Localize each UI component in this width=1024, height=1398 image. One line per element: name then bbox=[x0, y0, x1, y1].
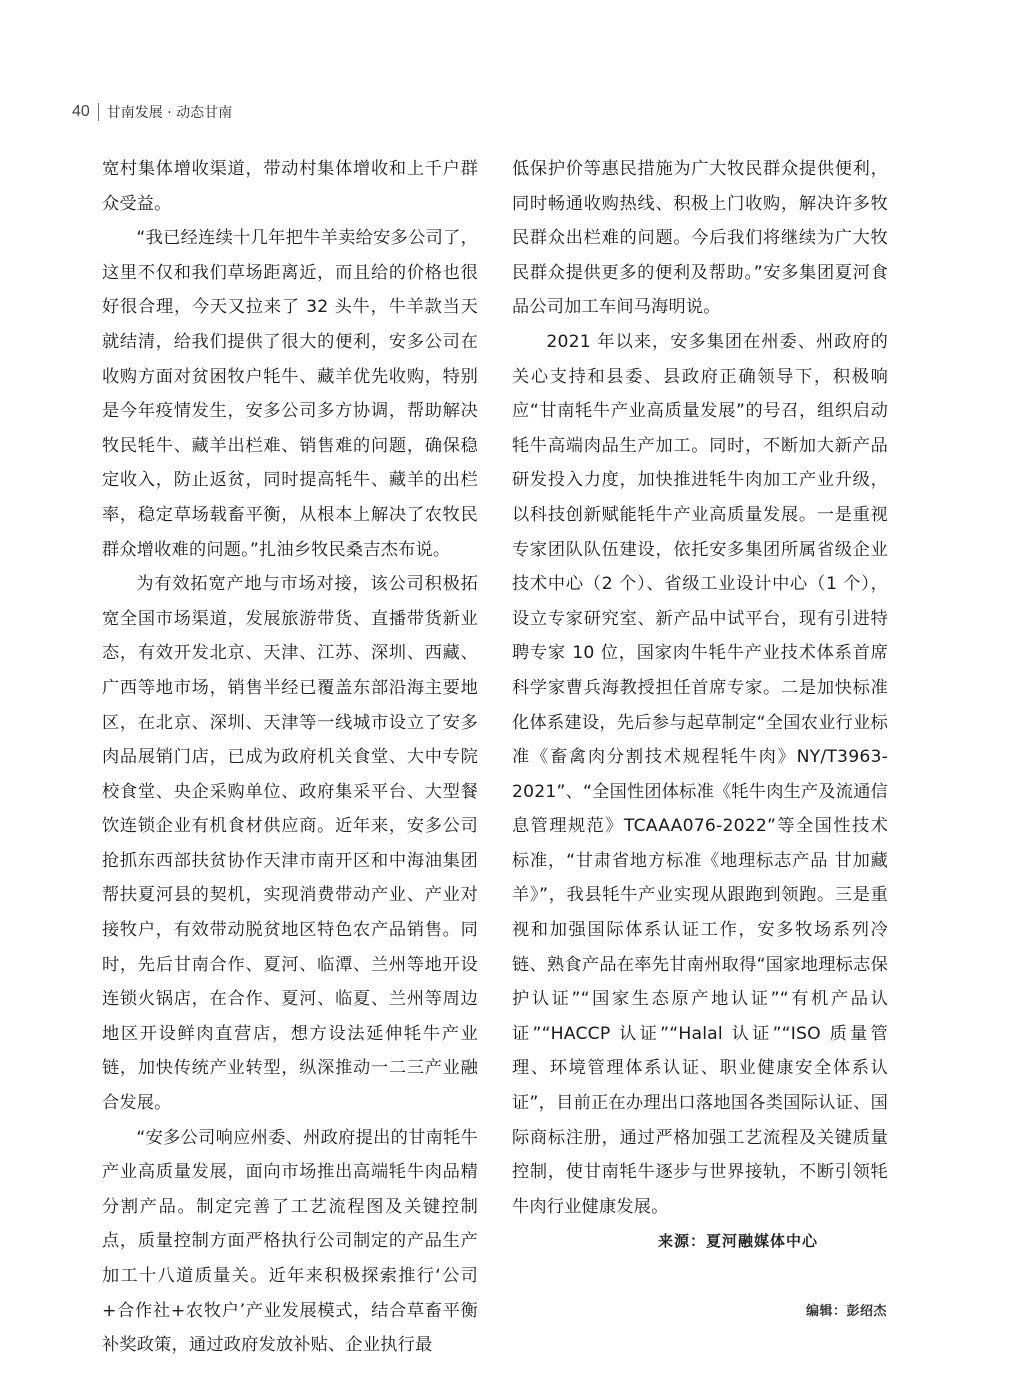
paragraph: “安多公司响应州委、州政府提出的甘南牦牛产业高质量发展，面向市场推出高端牦牛肉品精分割产品。制定完善了工艺流程图及关键控制点，质量控制方面严格执行公司制定的产品生产加工十八道质量关。近年来积极探索推行‘公司+合作社+农牧户’产业发展模式，结合草畜平衡补奖政策，通过政府发放补贴、企业执行最 bbox=[102, 1127, 478, 1356]
paragraph: 低保护价等惠民措施为广大牧民群众提供便利，同时畅通收购热线、积极上门收购，解决许多牧民群众出栏难的问题。今后我们将继续为广大牧民群众提供更多的便利及帮助。”安多集团夏河食品公司加工车间马海明说。 bbox=[512, 159, 888, 318]
right-column bbox=[512, 152, 888, 1224]
page-number: 40 bbox=[72, 103, 90, 120]
paragraph: 2021 年以来，安多集团在州委、州政府的关心支持和县委、县政府正确领导下，积极响应“甘南牦牛产业高质量发展”的号召，组织启动牦牛高端肉品生产加工。同时，不断加大新产品研发投入力度，加快推进牦牛肉加工产业升级，以科技创新赋能牦牛产业高质量发展。一是重视专家团队队伍建设，依托安多集团所属省级企业技术中心（2 个）、省级工业设计中心（1 个），设立专家研究室、新产品中试平台，现有引进特聘专家 10 位，国家肉牛牦牛产业技术体系首席科学家曹兵海教授担任首席专家。二是加快标准化体系建设，先后参与起草制定“全国农业行业标准《畜禽肉分割技术规程牦牛肉》NY/T3963-2021”、“全国性团体标准《牦牛肉生产及流通信息管理规范》TCAAA076-2022”等全国性技术标准，“甘肃省地方标准《地理标志产品 甘加藏羊》”，我县牦牛产业实现从跟跑到领跑。三是重视和加强国际体系认证工作，安多牧场系列冷链、熟食产品在率先甘南州取得“国家地理标志保护认证”“国家生态原产地认证”“有机产品认证”“HACCP 认证”“Halal 认证”“ISO 质量管理、环境管理体系认证、职业健康安全体系认证”，目前正在办理出口落地国各类国际认证、国际商标注册，通过严格加强工艺流程及关键质量控制，使甘南牦牛逐步与世界接轨，不断引领牦牛肉行业健康发展。 bbox=[512, 331, 888, 1217]
paragraph: 为有效拓宽产地与市场对接，该公司积极拓宽全国市场渠道，发展旅游带货、直播带货新业态，有效开发北京、天津、江苏、深圳、西藏、广西等地市场，销售半经已覆盖东部沿海主要地区，在北京、深圳、天津等一线城市设立了安多肉品展销门店，已成为政府机关食堂、大中专院校食堂、央企采购单位、政府集采平台、大型餐饮连锁企业有机食材供应商。近年来，安多公司抢抓东西部扶贫协作天津市南开区和中海油集团帮扶夏河县的契机，实现消费带动产业、产业对接牧户，有效带动脱贫地区特色农产品销售。同时，先后甘南合作、夏河、临潭、兰州等地开设连锁火锅店，在合作、夏河、临夏、兰州等周边地区开设鲜肉直营店，想方设法延伸牦牛产业链，加快传统产业转型，纵深推动一二三产业融合发展。 bbox=[102, 574, 478, 1114]
page-header bbox=[72, 100, 232, 124]
header-divider bbox=[98, 103, 99, 121]
paragraph: “我已经连续十几年把牛羊卖给安多公司了，这里不仅和我们草场距离近，而且给的价格也很好很合理，今天又拉来了 32 头牛，牛羊款当天就结清，给我们提供了很大的便利，安多公司在收购方面对贫困牧户牦牛、藏羊优先收购，特别是今年疫情发生，安多公司多方协调，帮助解决牧民牦牛、藏羊出栏难、销售难的问题，确保稳定收入，防止返贫，同时提高牦牛、藏羊的出栏率，稳定草场载畜平衡，从根本上解决了农牧民群众增收难的问题。”扎油乡牧民桑吉杰布说。 bbox=[102, 228, 478, 560]
paragraph: 宽村集体增收渠道，带动村集体增收和上千户群众受益。 bbox=[102, 159, 478, 214]
editor-credit: 编辑：彭绍杰 bbox=[806, 1304, 888, 1319]
section-title: 甘南发展 · 动态甘南 bbox=[106, 105, 233, 121]
left-column bbox=[102, 152, 478, 1363]
source-credit: 来源：夏河融媒体中心 bbox=[658, 1232, 819, 1250]
